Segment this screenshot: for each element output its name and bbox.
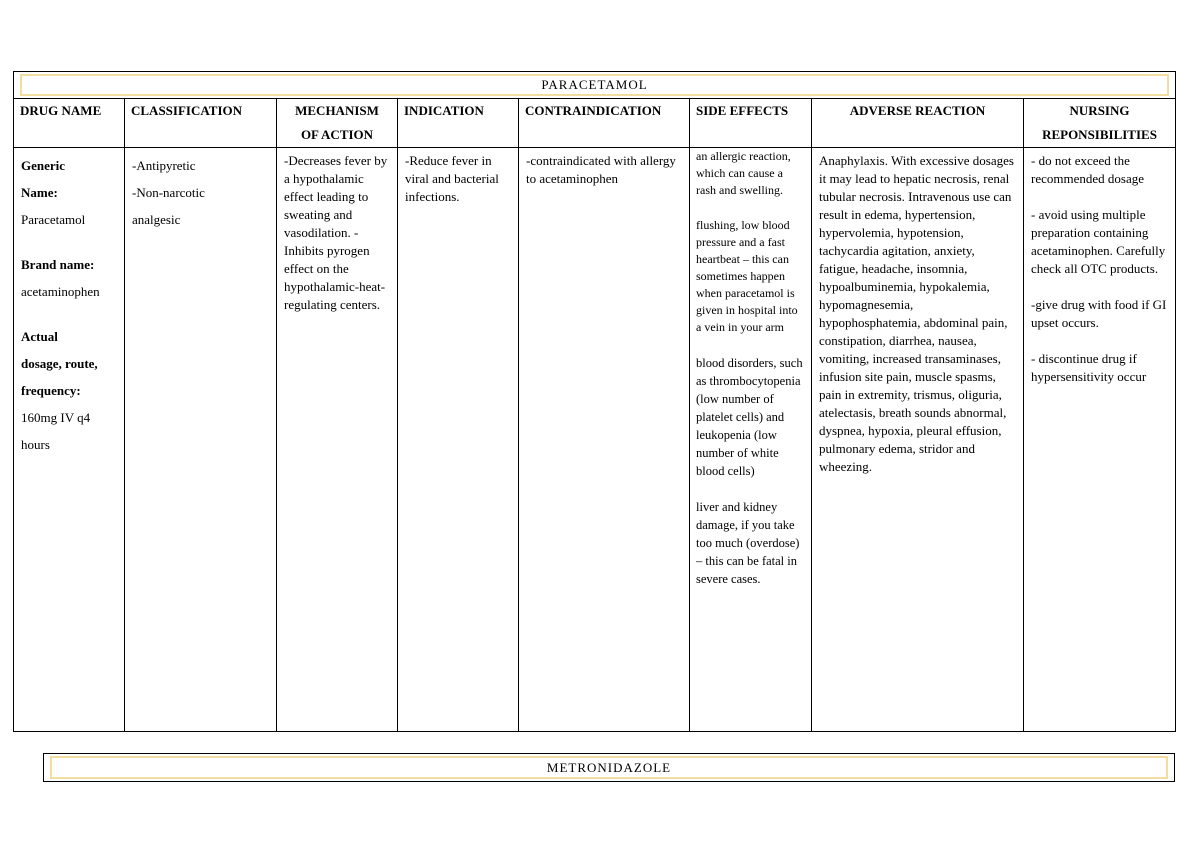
header-drug-name: DRUG NAME — [14, 99, 125, 148]
classification-item: analgesic — [132, 212, 181, 227]
header-nursing — [1024, 99, 1176, 148]
header-nursing-line1: NURSING — [1069, 103, 1130, 118]
adverse-reaction-cell: Anaphylaxis. With excessive dosages it may lead to hepatic necrosis, renal tubular necrosis. Intravenous use can result in edema, hypertension, hypervolemia, hypotension, tachycardia agitation, anxiety, fatigue, headache, insomnia, hypoalbuminemia, hypokalemia, hypomagnesemia, hypophosphatemia, abdominal pain, constipation, diarrhea, nausea, vomiting, increased transaminases, infusion site pain, muscle spasms, pain in extremity, trismus, oliguria, atelectasis, breath sounds abnormal, dyspnea, hypoxia, pleural effusion, pulmonary edema, stridor and wheezing. — [812, 148, 1024, 732]
header-mechanism — [277, 99, 398, 148]
dosage-value-2: hours — [21, 437, 50, 452]
paracetamol-table — [13, 71, 1176, 732]
generic-label-1: Generic — [21, 158, 66, 173]
side-effects-cell — [690, 148, 812, 732]
dosage-label-2: dosage, route, — [21, 356, 98, 371]
contraindication-cell: -contraindicated with allergy to acetaminophen — [519, 148, 690, 732]
nursing-item: -give drug with food if GI upset occurs. — [1031, 297, 1167, 330]
nursing-item: - do not exceed the recommended dosage — [1031, 153, 1144, 186]
generic-value: Paracetamol — [21, 212, 86, 227]
nursing-cell — [1024, 148, 1176, 732]
header-nursing-line2: REPONSIBILITIES — [1042, 127, 1157, 142]
dosage-label-1: Actual — [21, 329, 58, 344]
header-classification: CLASSIFICATION — [125, 99, 277, 148]
side-effect-item: an allergic reaction, which can cause a rash and swelling. — [696, 149, 791, 197]
nursing-item: - discontinue drug if hypersensitivity occur — [1031, 351, 1147, 384]
header-contraindication: CONTRAINDICATION — [519, 99, 690, 148]
drug-title: PARACETAMOL — [20, 74, 1169, 96]
brand-label: Brand name: — [21, 257, 95, 272]
drug-title: METRONIDAZOLE — [50, 756, 1168, 779]
side-effect-item: blood disorders, such as thrombocytopenia (low number of platelet cells) and leukopenia (low number of white blood cells) — [696, 356, 803, 478]
dosage-label-3: frequency: — [21, 383, 81, 398]
brand-value: acetaminophen — [21, 284, 100, 299]
metronidazole-drug-card — [43, 753, 1175, 782]
side-effect-item: liver and kidney damage, if you take too much (overdose) – this can be fatal in severe cases. — [696, 500, 800, 586]
metronidazole-title-row — [43, 753, 1175, 782]
header-row — [14, 99, 1176, 148]
dosage-value-1: 160mg IV q4 — [21, 410, 91, 425]
classification-item: -Antipyretic — [132, 158, 196, 173]
content-row — [14, 148, 1176, 732]
side-effect-item: flushing, low blood pressure and a fast heartbeat – this can sometimes happen when paracetamol is given in hospital into a vein in your arm — [696, 218, 798, 334]
indication-cell: -Reduce fever in viral and bacterial infections. — [398, 148, 519, 732]
header-indication: INDICATION — [398, 99, 519, 148]
generic-label-2: Name: — [21, 185, 58, 200]
classification-item: -Non-narcotic — [132, 185, 205, 200]
classification-cell — [125, 148, 277, 732]
table-title-row — [14, 72, 1176, 99]
header-mechanism-line1: MECHANISM — [295, 103, 379, 118]
nursing-item: - avoid using multiple preparation containing acetaminophen. Carefully check all OTC products. — [1031, 207, 1166, 276]
header-mechanism-line2: OF ACTION — [300, 127, 374, 142]
header-adverse-reaction: ADVERSE REACTION — [812, 99, 1024, 148]
mechanism-cell: -Decreases fever by a hypothalamic effect leading to sweating and vasodilation. -Inhibits pyrogen effect on the hypothalamic-heat-regulating centers. — [277, 148, 398, 732]
header-side-effects: SIDE EFFECTS — [690, 99, 812, 148]
paracetamol-drug-card — [13, 71, 1175, 732]
drug-name-cell — [14, 148, 125, 732]
